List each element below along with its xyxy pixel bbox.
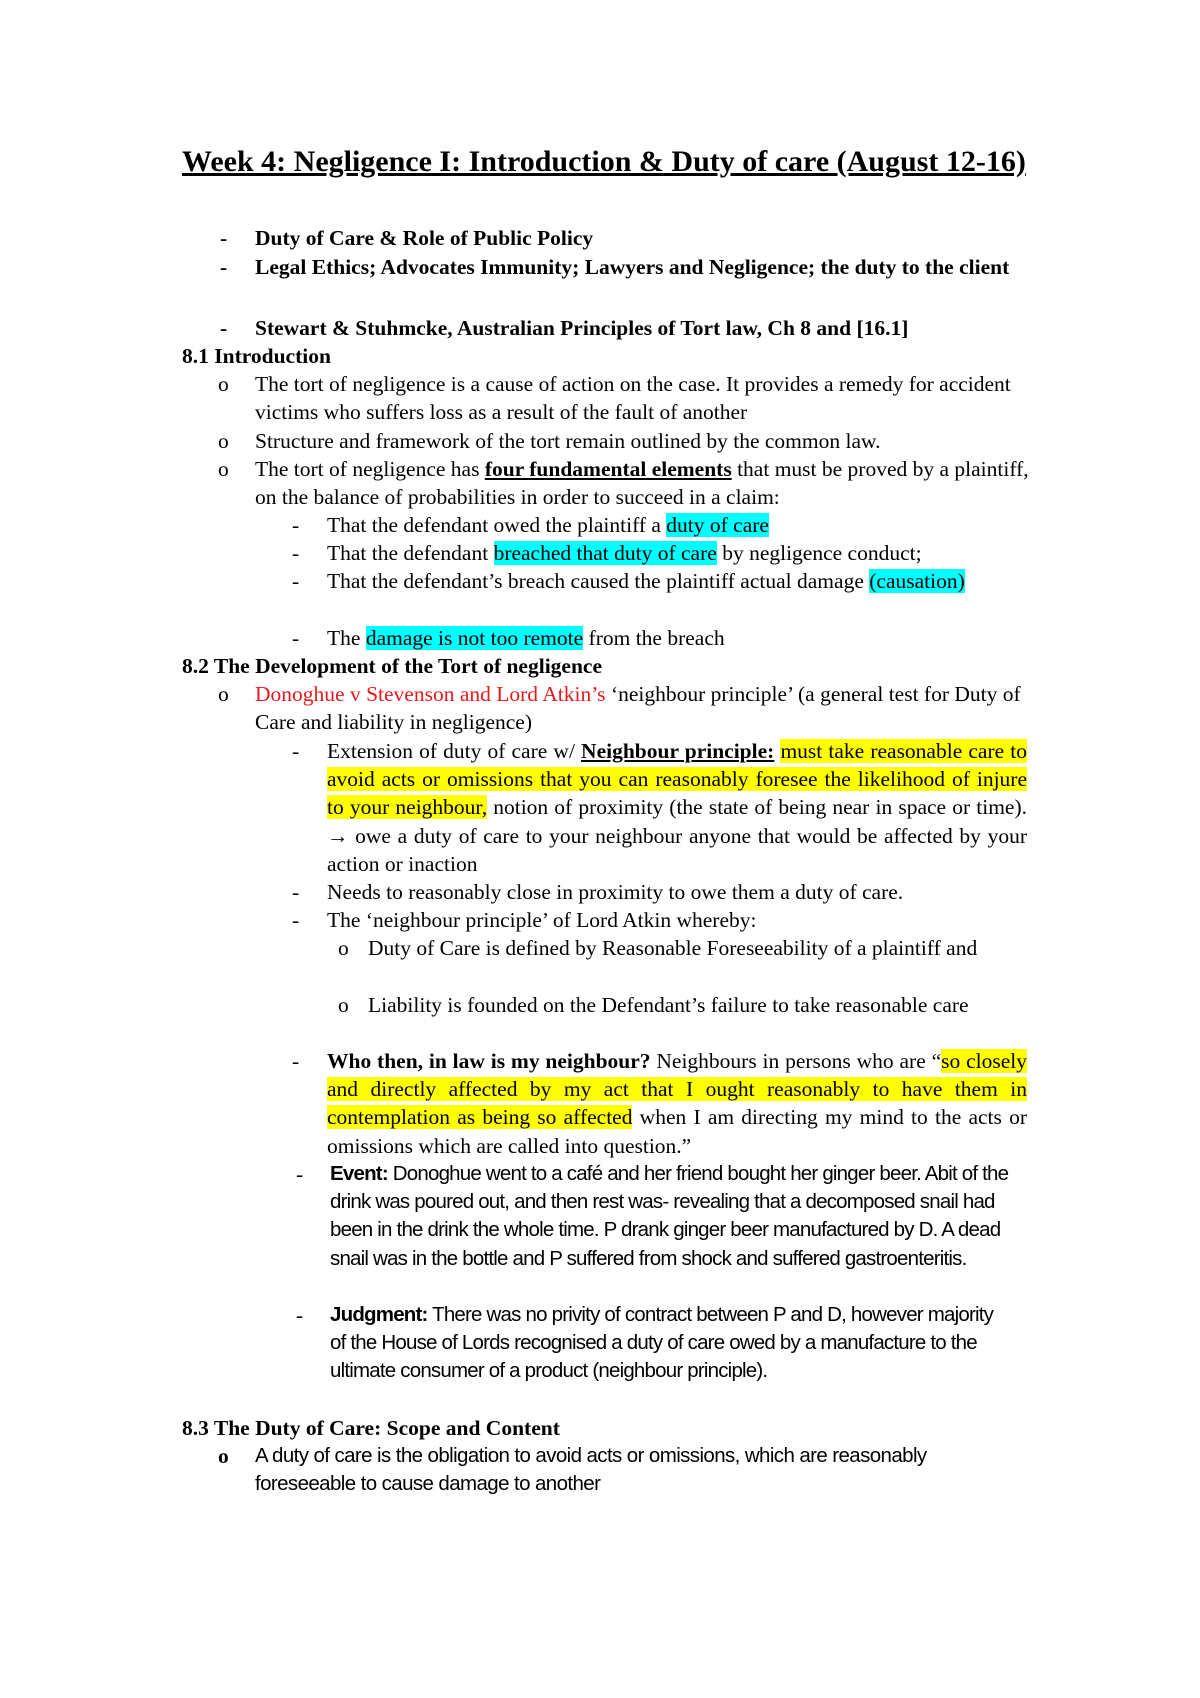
emphasis-text: Neighbour principle: — [581, 739, 775, 763]
dash-marker: - — [292, 908, 300, 932]
highlight-cyan: duty of care — [666, 513, 769, 537]
sub-bullet-text: Liability is founded on the Defendant’s failure to take reasonable care — [368, 993, 969, 1017]
dash-marker: - — [292, 626, 300, 650]
topic-item: Legal Ethics; Advocates Immunity; Lawyers and Negligence; the duty to the client — [255, 255, 1010, 279]
section-heading: 8.1 Introduction — [182, 344, 331, 368]
topic-item: Stewart & Stuhmcke, Australian Principles of Tort law, Ch 8 and [16.1] — [255, 316, 909, 340]
page-title: Week 4: Negligence I: Introduction & Duty of care (August 12-16) — [182, 145, 1026, 178]
emphasis-text: Who then, in law is my neighbour? — [327, 1049, 651, 1073]
case-judgment: Judgment: There was no privity of contract between P and D, however majority of the House of Lords recognised a duty of care owed by a manufacture to the ultimate consumer of a product (neighbour principle). — [330, 1303, 994, 1383]
topic-item: Duty of Care & Role of Public Policy — [255, 226, 594, 250]
highlight-cyan: (causation) — [869, 569, 965, 593]
bullet-text: The tort of negligence is a cause of action on the case. It provides a remedy for accident victims who suffers loss as a result of the fault of another — [255, 372, 1011, 425]
principle-item: The ‘neighbour principle’ of Lord Atkin whereby: — [327, 908, 757, 932]
element-item: That the defendant breached that duty of care by negligence conduct; — [327, 541, 922, 565]
arrow-icon: → — [327, 823, 349, 848]
element-item: The damage is not too remote from the breach — [327, 626, 725, 650]
element-item: That the defendant owed the plaintiff a duty of care — [327, 513, 769, 537]
dash-marker: - — [220, 255, 228, 279]
dash-marker: - — [292, 513, 300, 537]
bullet-marker: o — [218, 1444, 229, 1468]
highlight-cyan: damage is not too remote — [365, 626, 584, 650]
dash-marker: - — [292, 541, 300, 565]
bullet-marker: o — [218, 372, 229, 396]
principle-item: Extension of duty of care w/ Neighbour principle: must take reasonable care to avoid acts or omissions that you can reasonably foresee the likelihood of injure to your neighbour, notion of proximity (the state of being near in space or time). → owe a duty of care to your neighbour anyone that would be affected by your action or inaction — [327, 739, 1027, 876]
section-heading: 8.2 The Development of the Tort of negligence — [182, 654, 603, 678]
element-item: That the defendant’s breach caused the plaintiff actual damage (causation) — [327, 569, 965, 593]
sub-bullet-text: Duty of Care is defined by Reasonable Foreseeability of a plaintiff and — [368, 936, 978, 960]
bullet-text: Donoghue v Stevenson and Lord Atkin’s ‘neighbour principle’ (a general test for Duty of Care and liability in negligence) — [255, 682, 1021, 735]
dash-marker: - — [292, 739, 300, 763]
bullet-marker: o — [218, 457, 229, 481]
dash-marker: - — [292, 569, 300, 593]
bullet-marker: o — [338, 993, 349, 1017]
event-label: Event: — [330, 1162, 388, 1185]
principle-item: Who then, in law is my neighbour? Neighbours in persons who are “so closely and directly affected by my act that I ought reasonably to have them in contemplation as being so affected when I am directing my mind to the acts or omissions which are called into question.” — [327, 1049, 1027, 1158]
highlight-cyan: breached that duty of care — [493, 541, 717, 565]
dash-marker: - — [296, 1303, 304, 1327]
bullet-text: The tort of negligence has four fundamental elements that must be proved by a plaintiff, on the balance of probabilities in order to succeed in a claim: — [255, 457, 1029, 510]
dash-marker: - — [292, 1049, 300, 1073]
bullet-marker: o — [218, 682, 229, 706]
bullet-marker: o — [218, 429, 229, 453]
principle-item: Needs to reasonably close in proximity to owe them a duty of care. — [327, 880, 904, 904]
judgment-label: Judgment: — [330, 1303, 428, 1326]
highlight-yellow: so closely and directly affected by my act that I ought reasonably to have them in contemplation as being so affected — [327, 1049, 1027, 1130]
case-name: Donoghue v Stevenson and Lord Atkin’s — [255, 682, 606, 706]
dash-marker: - — [292, 880, 300, 904]
dash-marker: - — [296, 1162, 304, 1186]
dash-marker: - — [220, 316, 228, 340]
emphasis-text: four fundamental elements — [484, 457, 732, 481]
highlight-yellow: must take reasonable care to avoid acts or omissions that you can reasonably foresee the likelihood of injure to your neighbour, — [327, 739, 1027, 820]
bullet-marker: o — [338, 936, 349, 960]
case-event: Event: Donoghue went to a café and her friend bought her ginger beer. Abit of the drink was poured out, and then rest was- revealing that a decomposed snail had been in the drink the whole time. P drank ginger beer manufactured by D. A dead snail was in the bottle and P suffered from shock and suffered gastroenteritis. — [330, 1162, 1009, 1270]
dash-marker: - — [220, 226, 228, 250]
bullet-text: Structure and framework of the tort remain outlined by the common law. — [255, 429, 881, 453]
bullet-text: A duty of care is the obligation to avoid acts or omissions, which are reasonably foreseeable to cause damage to another — [255, 1444, 927, 1496]
section-heading: 8.3 The Duty of Care: Scope and Content — [182, 1416, 560, 1440]
